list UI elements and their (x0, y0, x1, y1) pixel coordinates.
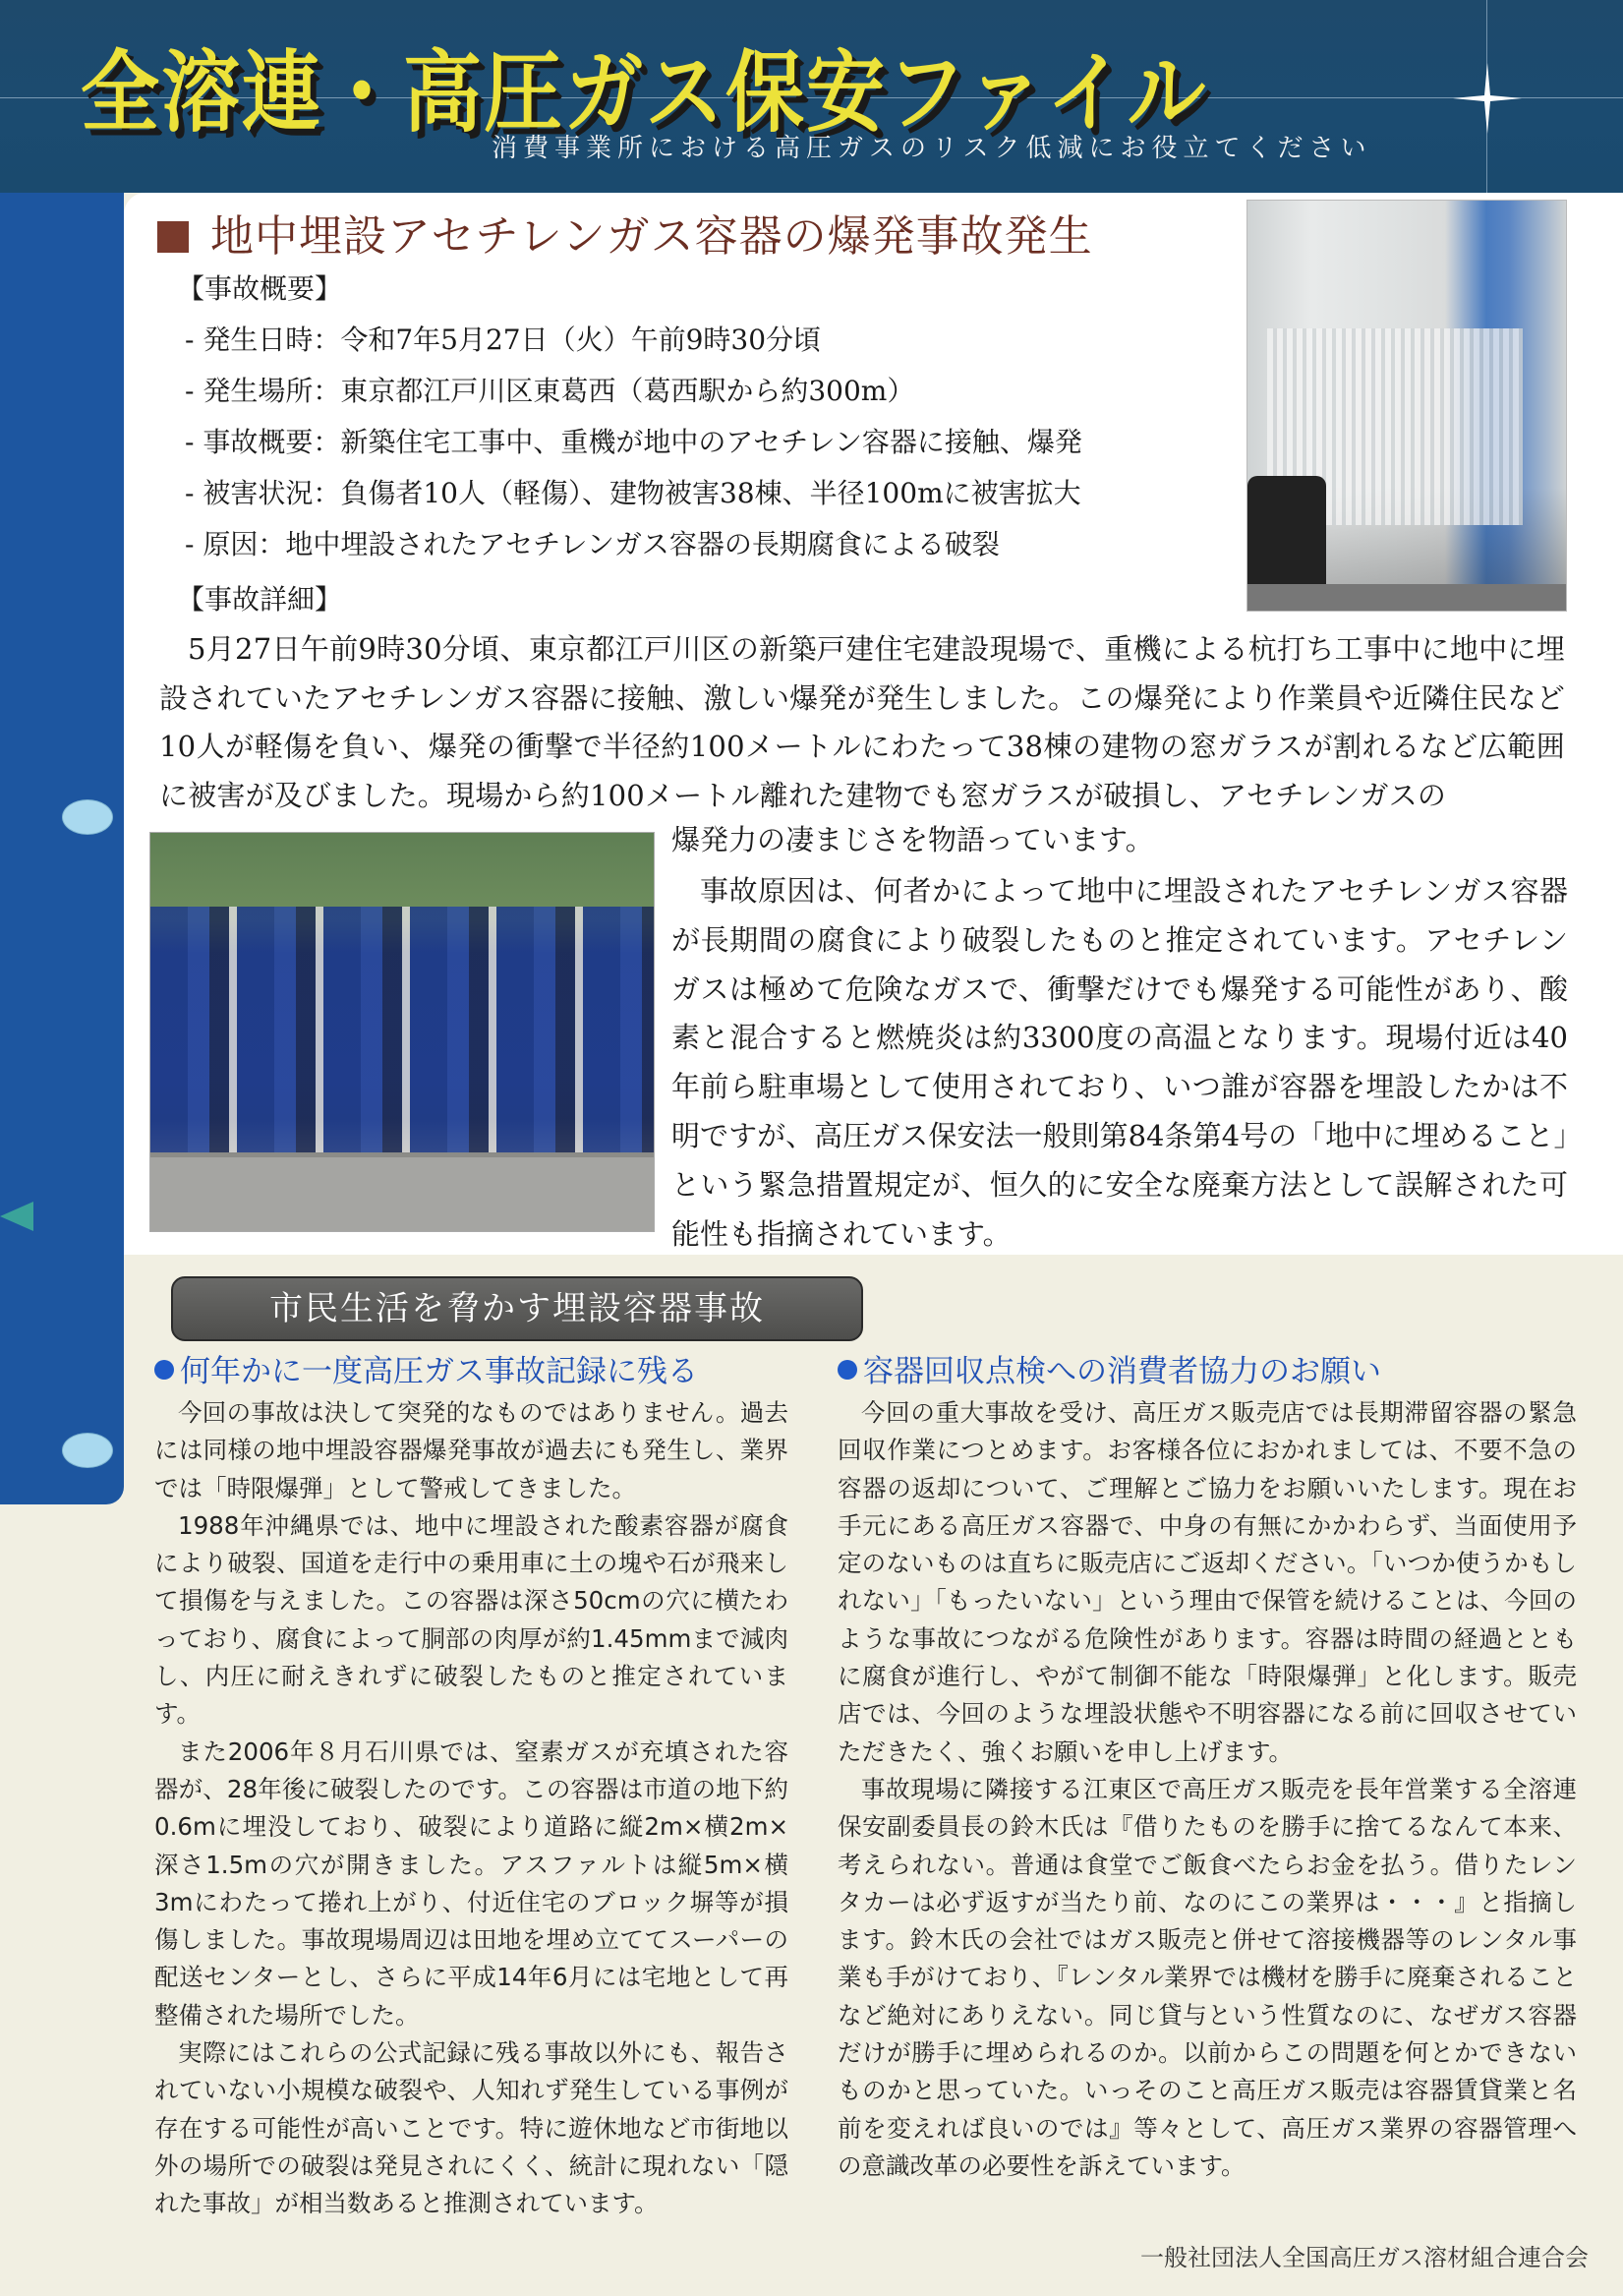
left-heading-text: 何年かに一度高圧ガス事故記録に残る (180, 1354, 698, 1389)
photo-crowd (150, 907, 654, 1152)
right-paragraph: 今回の重大事故を受け、高圧ガス販売店では長期滞留容器の緊急回収作業につとめます。お客様各位におかれましては、不要不急の容器の返却について、ご理解とご協力をお願いいたします。現在お手元にある高圧ガス容器で、中身の有無にかかわらず、当面使用予定のないものは直ちに販売店にご返却ください。「いつか使うかもしれない」「もったいない」という理由で保管を続けることは、今回のような事故につながる危険性があります。容器は時間の経過とともに腐食が進行し、やがて制御不能な「時限爆弾」と化します。販売店では、今回のような埋設状態や不明容器になる前に回収させていただきたく、強くお願いを申し上げます。 (838, 1398, 1577, 1766)
overview-item: - 原因：地中埋設されたアセチレンガス容器の長期腐食による破裂 (185, 528, 1000, 560)
investigators-photo (149, 832, 655, 1232)
right-paragraph: 事故現場に隣接する江東区で高圧ガス販売を長年営業する全溶連保安副委員長の鈴木氏は『借りたものを勝手に捨てるなんて本来、考えられない。普通は食堂でご飯食べたらお金を払う。借りたレンタカーは必ず返すが当たり前、なのにこの業界は・・・』と指摘します。鈴木氏の会社ではガス販売と併せて溶接機器等のレンタル事業も手がけており、『レンタル業界では機材を勝手に廃棄されることなど絶対にありえない。同じ貸与という性質なのに、なぜガス容器だけが勝手に埋められるのか。以前からこの問題を何とかできないものかと思っていた。いっそのこと高圧ガス販売は容器賃貸業と名前を変えれば良いのでは』等々として、高圧ガス業界の容器管理への意識改革の必要性を訴えています。 (838, 1774, 1577, 2180)
publisher-name: 一般社団法人全国高圧ガス溶材組合連合会 (1140, 2244, 1589, 2271)
header-band (0, 0, 1623, 193)
sparkle-icon (1453, 63, 1522, 134)
overview-item: - 事故概要：新築住宅工事中、重機が地中のアセチレン容器に接触、爆発 (185, 426, 1082, 458)
left-binder-band (0, 193, 124, 1504)
left-paragraph: 今回の事故は決して突発的なものではありません。過去には同様の地中埋設容器爆発事故が過去にも発生し、業界では「時限爆弾」として警戒してきました。 (154, 1398, 788, 1502)
right-heading-text: 容器回収点検への消費者協力のお願い (863, 1354, 1381, 1389)
detail-paragraph: 5月27日午前9時30分頃、東京都江戸川区の新築戸建住宅建設現場で、重機による杭打ち工事中に地中に埋設されていたアセチレンガス容器に接触、激しい爆発が発生しました。この爆発により作業員や近隣住民など10人が軽傷を負い、爆発の衝撃で半径約100メートルにわたって38棟の建物の窓ガラスが割れるなど広範囲に被害が及びました。現場から約100メートル離れた建物でも窓ガラスが破損し、アセチレンガスの (159, 632, 1565, 812)
page-subtitle: 消費事業所における高圧ガスのリスク低減にお役立てください (492, 134, 1372, 163)
left-column (154, 1349, 793, 2223)
binder-hole-icon (62, 799, 113, 835)
photo-car (1247, 476, 1326, 589)
accident-overview (177, 264, 1219, 570)
binder-hole-icon (62, 1433, 113, 1468)
right-column-heading (838, 1349, 1585, 1394)
overview-item: - 被害状況：負傷者10人（軽傷）、建物被害38棟、半径100mに被害拡大 (185, 477, 1081, 509)
detail-label: 【事故詳細】 (177, 583, 343, 616)
detail-paragraph-tail: 爆発力の凄まじさを物語っています。 (671, 823, 1154, 856)
overview-label: 【事故概要】 (177, 272, 343, 305)
square-bullet-icon (157, 221, 189, 253)
overview-item: - 発生日時：令和7年5月27日（火）午前9時30分頃 (185, 324, 822, 356)
accident-site-building-photo (1246, 200, 1567, 612)
section-banner: 市民生活を脅かす埋設容器事故 (171, 1276, 863, 1341)
overview-item: - 発生場所：東京都江戸川区東葛西（葛西駅から約300m） (185, 375, 915, 407)
photo-road (1247, 584, 1566, 611)
left-paragraph: 1988年沖縄県では、地中に埋設された酸素容器が腐食により破裂、国道を走行中の乗用車に土の塊や石が飛来して損傷を与えました。この容器は深さ50cmの穴に横たわっており、腐食によって胴部の肉厚が約1.45mmまで減肉し、内圧に耐えきれずに破裂したものと推定されています。 (154, 1510, 788, 1729)
article-heading (157, 201, 1093, 264)
detail-paragraph-cause: 事故原因は、何者かによって地中に埋設されたアセチレンガス容器が長期間の腐食により破裂したものと推定されています。アセチレンガスは極めて危険なガスで、衝撃だけでも爆発する可能性があり、酸素と混合すると燃焼炎は約3300度の高温となります。現場付近は40年前ら駐車場として使用されており、いつ誰が容器を埋設したかは不明ですが、高圧ガス保安法一般則第84条第4号の「地中に埋めること」という緊急措置規定が、恒久的に安全な廃棄方法として誤解された可能性も指摘されています。 (671, 874, 1568, 1251)
left-paragraph: 実際にはこれらの公式記録に残る事故以外にも、報告されていない小規模な破裂や、人知れず発生している事例が存在する可能性が高いことです。特に遊休地など市街地以外の場所での破裂は発見されにくく、統計に現れない「隠れた事故」が相当数あると推測されています。 (154, 2038, 788, 2218)
bullet-dot-icon (154, 1360, 174, 1380)
right-column (838, 1349, 1585, 2185)
left-column-heading (154, 1349, 793, 1394)
left-paragraph: また2006年８月石川県では、窒素ガスが充填された容器が、28年後に破裂したのです。この容器は市道の地下約0.6mに埋没しており、破裂により道路に縦2m×横2m×深さ1.5mの穴が開きました。アスファルトは縦5m×横3mにわたって捲れ上がり、付近住宅のブロック塀等が損傷しました。事故現場周辺は田地を埋め立ててスーパーの配送センターとし、さらに平成14年6月には宅地として再整備された場所でした。 (154, 1737, 788, 2030)
page-title: 全溶連・高圧ガス保安ファイル (81, 41, 1208, 145)
bullet-dot-icon (838, 1360, 857, 1380)
triangle-marker-icon (0, 1202, 33, 1231)
photo-road (150, 1157, 654, 1231)
article-heading-text: 地中埋設アセチレンガス容器の爆発事故発生 (210, 211, 1093, 262)
